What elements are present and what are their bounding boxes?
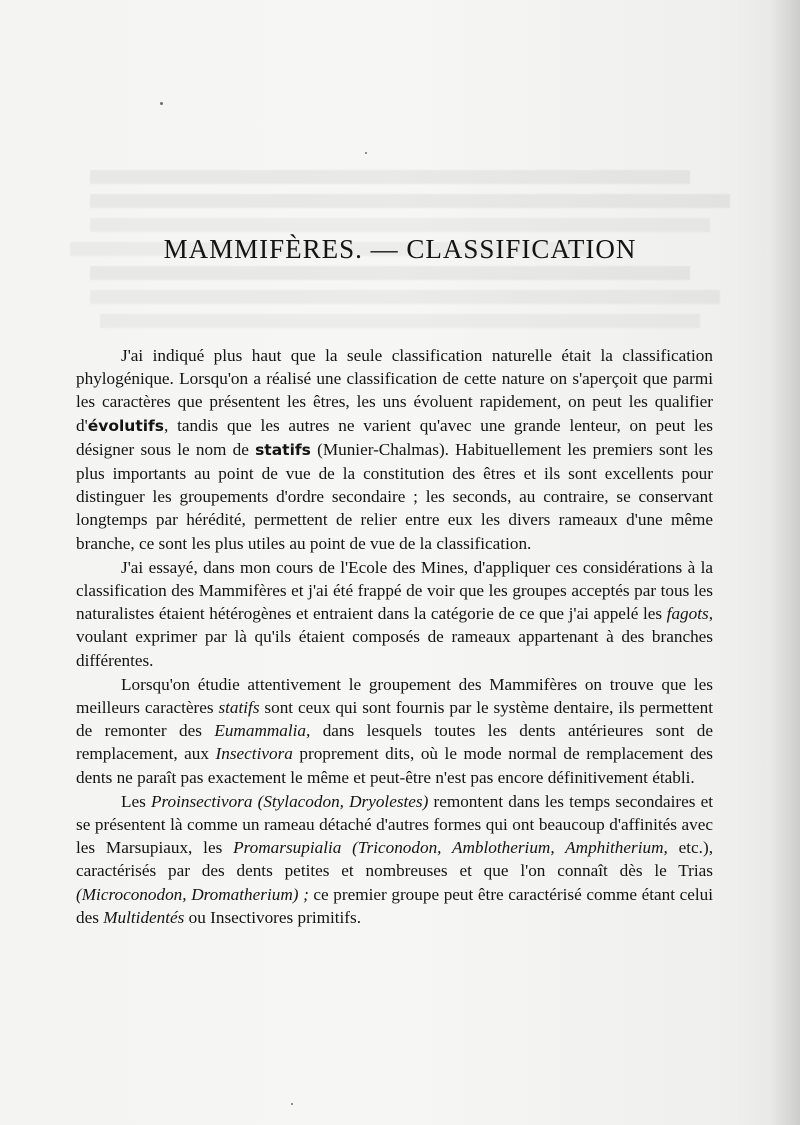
text-run: J'ai indiqué plus haut que la seule classification naturelle était la classification phylogénique. Lorsqu'on a réalisé une classification de cette nature on s'aperçoit que parmi les caractères que présentent les êtres, les uns évoluent rapidement, on peut les qualifier d'	[76, 346, 713, 435]
text-run: Les	[121, 791, 151, 811]
paragraph	[76, 556, 713, 672]
text-run: remontent dans les temps secondaires et se présentent là comme un rameau détaché d'autres formes qui ont beaucoup d'affinités avec les Marsupiaux, les	[76, 791, 713, 858]
text-run: proprement dits, où le mode normal de remplacement des dents ne paraît pas exactement le même et peut-être n'est pas encore définitivement établi.	[76, 744, 713, 787]
text-run: ou Insectivores primitifs.	[184, 907, 361, 927]
italic-term: Insectivora	[215, 744, 293, 764]
text-run: (Munier-Chalmas). Habituellement les premiers sont les plus importants au point de vue de la constitution des êtres et ils sont excellents pour distinguer les groupements d'ordre secondaire ; les seconds, au contraire, se conservant longtemps par hérédité, permettent de relier entre eux les divers rameaux d'une même branche, ce sont les plus utiles au point de vue de la classification.	[76, 439, 713, 553]
page-edge-shadow	[770, 0, 800, 1125]
ink-speck	[365, 152, 367, 154]
italic-term: Promarsupialia (Triconodon, Amblotherium, Amphitherium,	[233, 838, 668, 858]
text-run: , voulant exprimer par là qu'ils étaient composés de rameaux appartenant à des branches différentes.	[76, 604, 713, 670]
text-run: ce premier groupe peut être caractérisé comme étant celui des	[76, 884, 713, 927]
italic-term: statifs	[218, 698, 260, 718]
paragraph	[76, 673, 713, 789]
text-run: etc.), caractérisés par des dents petites et nombreuses et que l'on connaît dès le Trias	[76, 838, 713, 881]
text-run: , dans lesquels toutes les dents antérieures sont de remplacement, aux	[76, 721, 713, 764]
text-run: Lorsqu'on étudie attentivement le groupement des Mammifères on trouve que les meilleurs caractères	[76, 674, 713, 718]
italic-term: Proinsectivora (Stylacodon, Dryolestes)	[150, 791, 429, 811]
italic-term: Eumammalia	[214, 721, 307, 741]
paragraph	[76, 790, 713, 929]
italic-term: (Microconodon, Dromatherium) ;	[76, 884, 309, 904]
ink-speck	[291, 1103, 293, 1105]
text-run: J'ai essayé, dans mon cours de l'Ecole des Mines, d'appliquer ces considérations à la classification des Mammifères et j'ai été frappé de voir que les groupes acceptés par tous les naturalistes étaient hétérogènes et entraient dans la catégorie de ce que j'ai appelé les	[76, 557, 713, 624]
text-run: sont ceux qui sont fournis par le système dentaire, ils permettent de remonter des	[76, 698, 713, 741]
ink-speck	[160, 102, 163, 105]
page-title: MAMMIFÈRES. — CLASSIFICATION	[163, 234, 637, 264]
bold-term: statifs	[255, 440, 311, 459]
bold-term: évolutifs	[87, 416, 165, 435]
italic-term: fagots	[666, 604, 709, 624]
italic-term: Multidentés	[103, 907, 185, 927]
body-text	[76, 344, 713, 929]
paragraph	[76, 344, 713, 555]
text-run: , tandis que les autres ne varient qu'avec une grande lenteur, on peut les désigner sous le nom de	[76, 415, 713, 459]
